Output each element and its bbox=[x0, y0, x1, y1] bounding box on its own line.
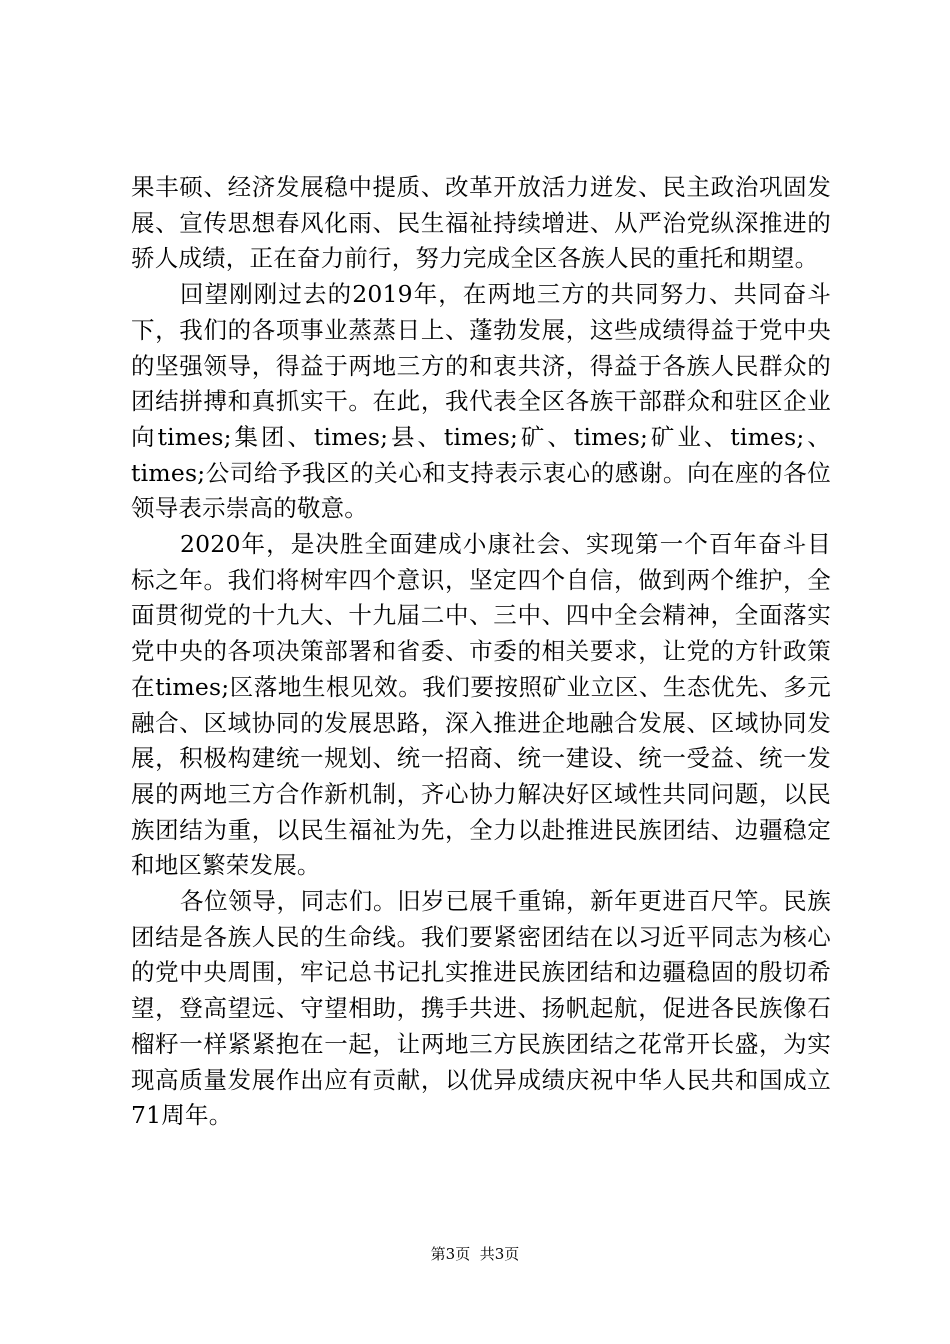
paragraph-continuation: 果丰硕、经济发展稳中提质、改革开放活力迸发、民主政治巩固发展、宣传思想春风化雨、民生福祉持续增进、从严治党纵深推进的骄人成绩，正在奋力前行，努力完成全区各族人民的重托和期望。 bbox=[131, 173, 831, 273]
paragraph-review-2019: 回望刚刚过去的2019年，在两地三方的共同努力、共同奋斗下，我们的各项事业蒸蒸日上、蓬勃发展，这些成绩得益于党中央的坚强领导，得益于两地三方的和衷共济，得益于各族人民群众的团结拼搏和真抓实干。在此，我代表全区各族干部群众和驻区企业向times;集团、times;县、times;矿、times;矿业、times;、times;公司给予我区的关心和支持表示衷心的感谢。向在座的各位领导表示崇高的敬意。 bbox=[131, 280, 831, 523]
page-total: 共3页 bbox=[479, 1245, 520, 1263]
document-body bbox=[131, 170, 831, 1134]
page-number: 第3页 bbox=[430, 1245, 471, 1263]
page-footer bbox=[0, 1244, 950, 1264]
paragraph-closing: 各位领导，同志们。旧岁已展千重锦，新年更进百尺竿。民族团结是各族人民的生命线。我们要紧密团结在以习近平同志为核心的党中央周围，牢记总书记扎实推进民族团结和边疆稳固的殷切希望，登高望远、守望相助，携手共进、扬帆起航，促进各民族像石榴籽一样紧紧抱在一起，让两地三方民族团结之花常开长盛，为实现高质量发展作出应有贡献，以优异成绩庆祝中华人民共和国成立71周年。 bbox=[131, 887, 831, 1130]
paragraph-plan-2020: 2020年，是决胜全面建成小康社会、实现第一个百年奋斗目标之年。我们将树牢四个意识，坚定四个自信，做到两个维护，全面贯彻党的十九大、十九届二中、三中、四中全会精神，全面落实党中央的各项决策部署和省委、市委的相关要求，让党的方针政策在times;区落地生根见效。我们要按照矿业立区、生态优先、多元融合、区域协同的发展思路，深入推进企地融合发展、区域协同发展，积极构建统一规划、统一招商、统一建设、统一受益、统一发展的两地三方合作新机制，齐心协力解决好区域性共同问题，以民族团结为重，以民生福祉为先，全力以赴推进民族团结、边疆稳定和地区繁荣发展。 bbox=[131, 530, 831, 880]
